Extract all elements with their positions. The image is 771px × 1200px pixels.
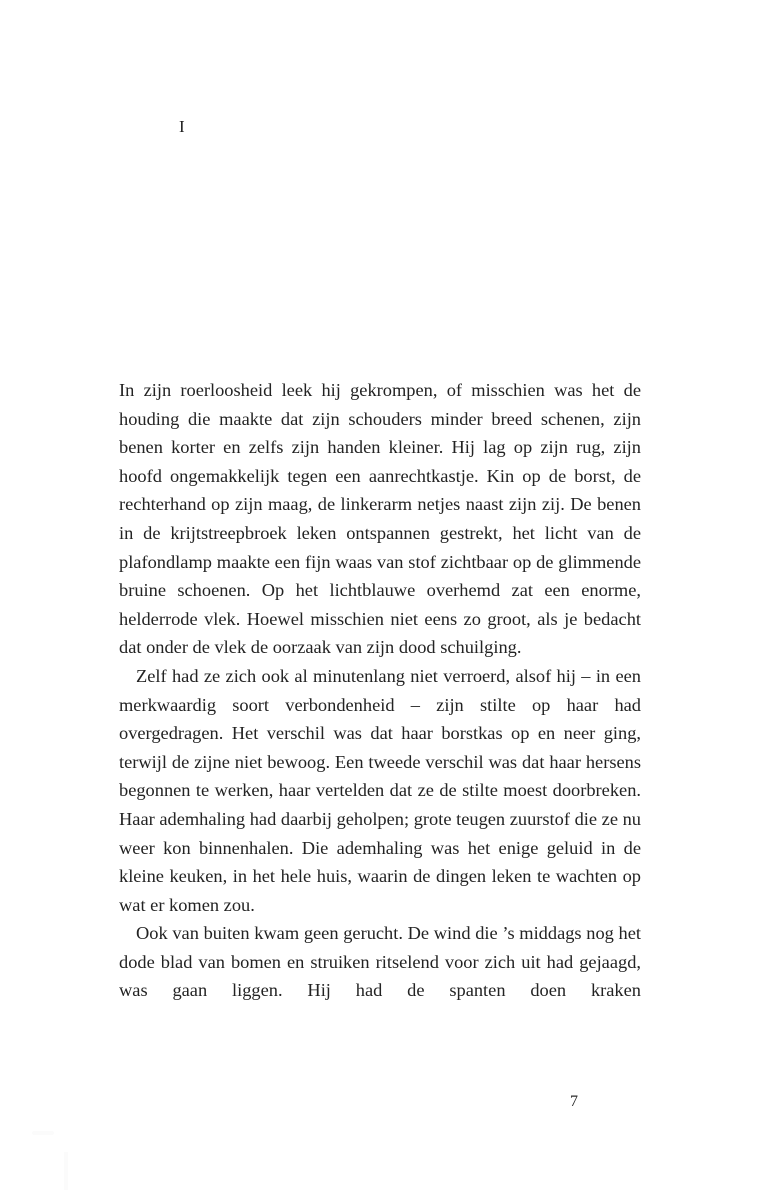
scan-artifact xyxy=(32,1131,54,1135)
chapter-numeral: I xyxy=(179,117,186,136)
paragraph: Zelf had ze zich ook al minutenlang niet verroerd, alsof hij – in een merkwaardig soort verbondenheid – zijn stilte op haar had overgedragen. Het verschil was dat haar borstkas op en neer ging, terwijl de zijne niet bewoog. Een tweede verschil was dat haar hersens begonnen te werken, haar vertelden dat ze de stilte moest doorbreken. Haar ademhaling had daarbij geholpen; grote teugen zuurstof die ze nu weer kon binnenhalen. Die ademhaling was het enige geluid in de kleine keuken, in het hele huis, waarin de dingen leken te wachten op wat er komen zou. xyxy=(119,665,641,915)
page-number: 7 xyxy=(570,1093,578,1110)
body-text-block xyxy=(119,376,641,1005)
scan-artifact xyxy=(64,1152,68,1190)
paragraph: Ook van buiten kwam geen gerucht. De wind die ’s middags nog het dode blad van bomen en struiken ritselend voor zich uit had gejaagd, was gaan liggen. Hij had de spanten doen kraken xyxy=(119,923,641,1001)
paragraph: In zijn roerloosheid leek hij gekrompen, of misschien was het de houding die maakte dat zijn schouders minder breed schenen, zijn benen korter en zelfs zijn handen kleiner. Hij lag op zijn rug, zijn hoofd ongemakkelijk tegen een aanrechtkastje. Kin op de borst, de rechterhand op zijn maag, de linkerarm netjes naast zijn zij. De benen in de krijtstreepbroek leken ontspannen gestrekt, het licht van de plafondlamp maakte een fijn waas van stof zichtbaar op de glimmende bruine schoenen. Op het lichtblauwe overhemd zat een enorme, helderrode vlek. Hoewel misschien niet eens zo groot, als je bedacht dat onder de vlek de oorzaak van zijn dood schuilging. xyxy=(119,380,641,658)
